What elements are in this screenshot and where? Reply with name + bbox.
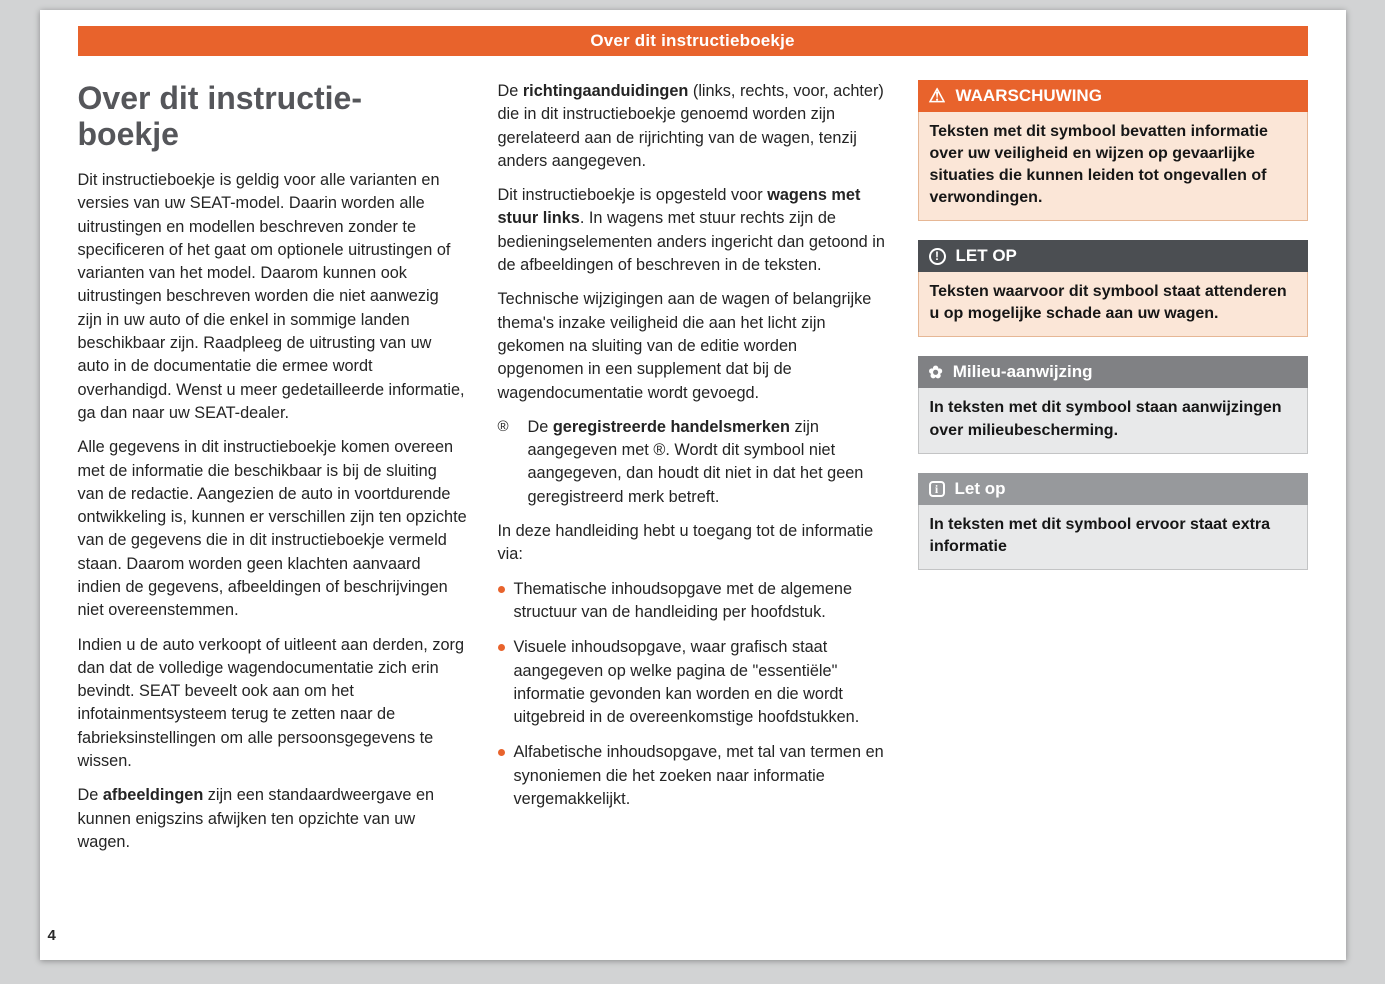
bullet-item xyxy=(498,636,888,729)
paragraph-text: De xyxy=(527,417,553,436)
paragraph-text: zijn een standaardweergave en kunnen enigszins afwijken ten opzichte van uw wagen. xyxy=(77,786,435,851)
paragraph-text: (links, rechts, voor, achter) die in dit instructieboekje genoemd worden zijn gerelateerd aan de rijrichting van de wagen, tenzij anders aangegeven. xyxy=(497,82,884,170)
paragraph: Dit instructieboekje is geldig voor alle varianten en versies van uw SEAT-model. Daarin worden alle uitrustingen en modellen beschreven zonder te specificeren of het gaat om optionele uitrustingen of varianten van het model. Daarom kunnen ook uitrustingen beschreven worden die niet aanwezig zijn in uw auto of die enkel in sommige landen beschikbaar zijn. Raadpleeg de uitrusting van uw auto in de documentatie die ermee wordt overhandigd. Wenst u meer gedetailleerde informatie, ga dan naar uw SEAT-dealer. xyxy=(77,170,465,422)
bullet-icon xyxy=(498,749,505,756)
paragraph: Alle gegevens in dit instructieboekje komen overeen met de informatie die beschikbaar is bij de sluiting van de redactie. Aangezien de auto in voortdurende ontwikkeling is, kunnen er verschillen zijn ten opzichte van de gegevens die in dit instructieboekje vermeld staan. Daarom worden geen klachten aanvaard indien de gegevens, afbeeldingen of beschrijvingen niet overeenstemmen. xyxy=(77,438,467,620)
callout-title: WAARSCHUWING xyxy=(955,86,1102,105)
section-heading-line2: boekje xyxy=(77,116,179,153)
bullet-item xyxy=(498,741,888,811)
bold-term: richtingaanduidingen xyxy=(522,82,689,100)
warning-callout-body: Teksten met dit symbool bevatten informatie over uw veiligheid en wijzen op gevaarlijke situaties die kunnen leiden tot ongevallen of verwondingen. xyxy=(918,112,1308,221)
bold-term: afbeeldingen xyxy=(102,786,204,805)
paragraph xyxy=(498,184,888,277)
bullet-text: Alfabetische inhoudsopgave, met tal van termen en synoniemen die het zoeken naar informatie vergemakkelijkt. xyxy=(513,743,884,809)
paragraph: In deze handleiding hebt u toegang tot de informatie via: xyxy=(497,522,874,564)
paragraph xyxy=(528,416,888,509)
bullet-text: Thematische inhoudsopgave met de algemene structuur van de handleiding per hoofdstuk. xyxy=(513,579,853,621)
warning-triangle-icon: ⚠ xyxy=(928,85,946,107)
bullet-icon xyxy=(498,644,505,651)
environment-callout xyxy=(918,356,1308,453)
caution-callout-body: Teksten waarvoor dit symbool staat attenderen u op mogelijke schade aan uw wagen. xyxy=(918,272,1308,337)
paragraph-text: zijn aangegeven met ®. Wordt dit symbool niet aangegeven, dan houdt dit niet in dat het geen geregistreerd merk betreft. xyxy=(527,417,864,506)
bold-term: geregistreerde handelsmerken xyxy=(552,417,790,436)
note-callout-header xyxy=(918,473,1308,505)
bullet-item xyxy=(498,578,888,625)
page-number: 4 xyxy=(47,927,56,944)
bullet-text: Visuele inhoudsopgave, waar grafisch staat aangegeven op welke pagina de "essentiële" informatie gevonden kan worden en die wordt uitgebreid in de overeenkomstige hoofdstukken. xyxy=(513,638,860,727)
environment-callout-body: In teksten met dit symbool staan aanwijzingen over milieubescherming. xyxy=(918,388,1308,453)
caution-callout-header xyxy=(918,240,1308,272)
note-callout-body: In teksten met dit symbool ervoor staat extra informatie xyxy=(918,505,1308,570)
warning-callout-header xyxy=(918,80,1308,112)
callout-title: LET OP xyxy=(955,246,1017,266)
callout-title: Milieu-aanwijzing xyxy=(952,362,1093,382)
paragraph-text: . In wagens met stuur rechts zijn de bedieningselementen anders ingericht dan getoond in de afbeeldingen of beschreven in de teksten. xyxy=(497,209,885,275)
exclamation-circle-icon: ! xyxy=(929,248,946,265)
page-header-title: Over dit instructieboekje xyxy=(590,31,795,50)
warning-callout xyxy=(918,80,1308,221)
callout-title: Let op xyxy=(954,478,1006,498)
manual-page xyxy=(40,10,1346,960)
paragraph xyxy=(78,784,468,854)
paragraph-text: De xyxy=(497,82,523,100)
column-left xyxy=(78,80,468,865)
registered-mark: ® xyxy=(497,417,509,435)
section-heading xyxy=(78,80,468,153)
page-content xyxy=(78,80,1308,865)
paragraph-text: Dit instructieboekje is opgesteld voor xyxy=(497,186,768,205)
trademark-note xyxy=(498,416,888,509)
paragraph xyxy=(498,80,888,173)
page-header-bar xyxy=(78,26,1308,56)
info-icon: i xyxy=(929,481,945,497)
flower-icon: ✿ xyxy=(928,362,943,382)
bold-term: wagens met stuur links xyxy=(497,186,861,228)
note-callout xyxy=(918,473,1308,570)
column-middle xyxy=(498,80,888,865)
caution-callout xyxy=(918,240,1308,337)
environment-callout-header xyxy=(918,356,1308,388)
column-right xyxy=(918,80,1308,865)
paragraph: Technische wijzigingen aan de wagen of belangrijke thema's inzake veiligheid die aan het licht zijn gekomen na sluiting van de editie worden opgenomen in een supplement dat bij de wagendocumentatie wordt gevoegd. xyxy=(497,290,872,402)
paragraph-text: De xyxy=(77,786,103,805)
section-heading-line1: Over dit instructie- xyxy=(77,80,362,116)
paragraph: Indien u de auto verkoopt of uitleent aan derden, zorg dan dat de volledige wagendocumentatie zich erin bevindt. SEAT beveelt ook aan om het infotainmentsysteem terug te zetten naar de fabrieksinstellingen om alle persoonsgegevens te wissen. xyxy=(77,635,465,771)
bullet-icon xyxy=(498,586,505,593)
